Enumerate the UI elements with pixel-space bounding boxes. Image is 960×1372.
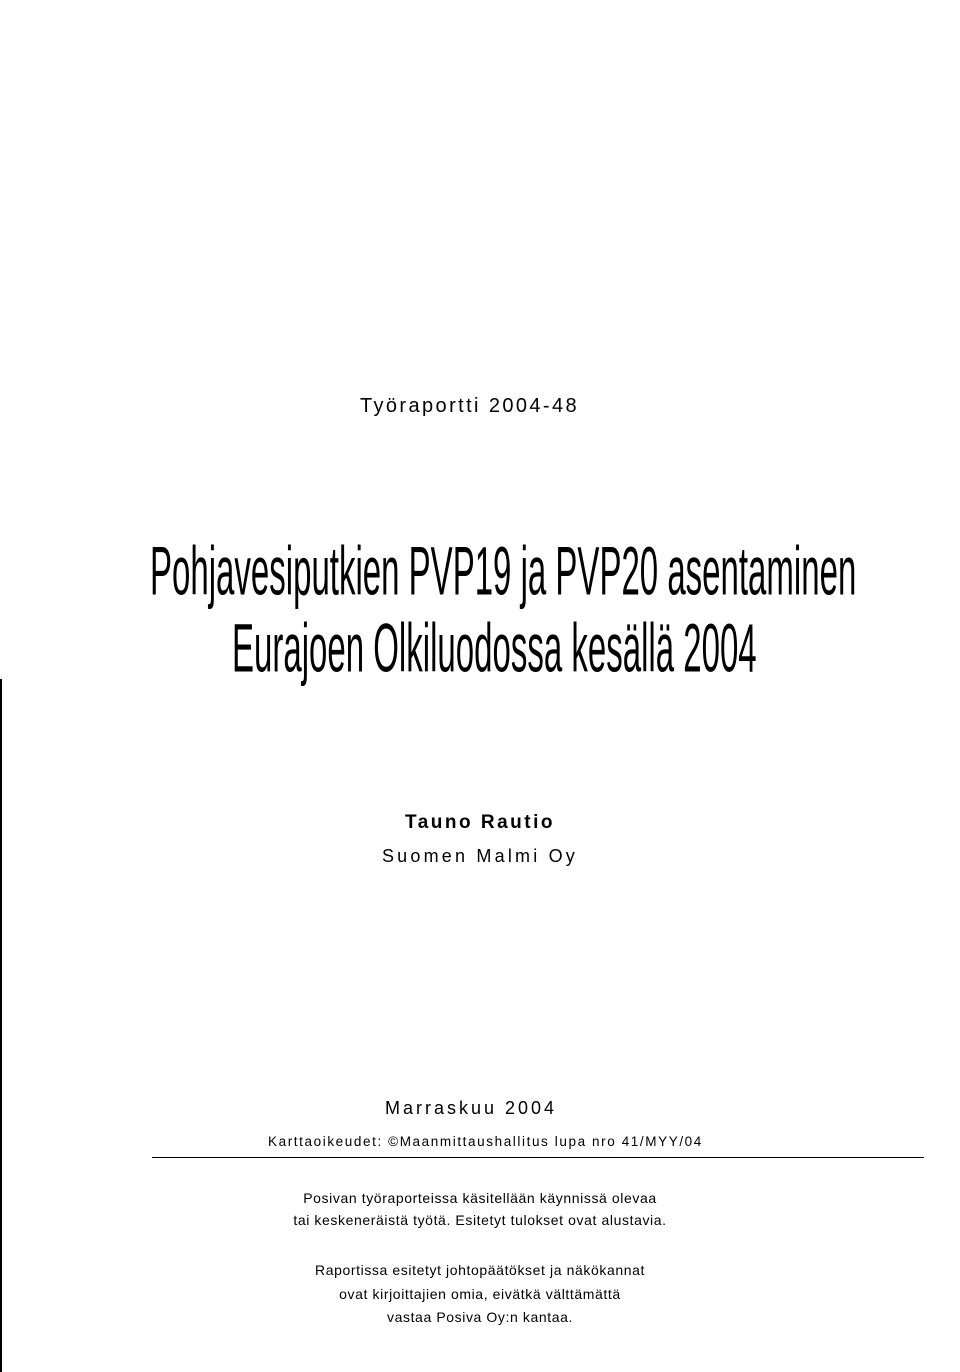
map-copyright-notice: Karttaoikeudet: ©Maanmittaushallitus lupa nro 41/MYY/04 xyxy=(268,1134,703,1149)
disclaimer-paragraph-2-line-2: ovat kirjoittajien omia, eivätkä välttämättä xyxy=(339,1286,621,1302)
report-number: Työraportti 2004-48 xyxy=(360,395,580,417)
title-line-1: Pohjavesiputkien PVP19 ja PVP20 asentaminen xyxy=(150,532,857,610)
disclaimer-paragraph-1-line-2: tai keskeneräistä työtä. Esitetyt tulokset ovat alustavia. xyxy=(293,1212,667,1228)
disclaimer-paragraph-1-line-1: Posivan työraporteissa käsitellään käynnissä olevaa xyxy=(303,1190,657,1206)
disclaimer-paragraph-2-line-3: vastaa Posiva Oy:n kantaa. xyxy=(386,1309,574,1325)
author-affiliation: Suomen Malmi Oy xyxy=(381,846,579,866)
divider-line xyxy=(152,1157,924,1158)
publication-date: Marraskuu 2004 xyxy=(385,1098,558,1118)
disclaimer-paragraph-2-line-1: Raportissa esitetyt johtopäätökset ja näkökannat xyxy=(315,1262,645,1278)
title-line-2: Eurajoen Olkiluodossa kesällä 2004 xyxy=(232,609,757,687)
author-name: Tauno Rautio xyxy=(405,812,555,833)
